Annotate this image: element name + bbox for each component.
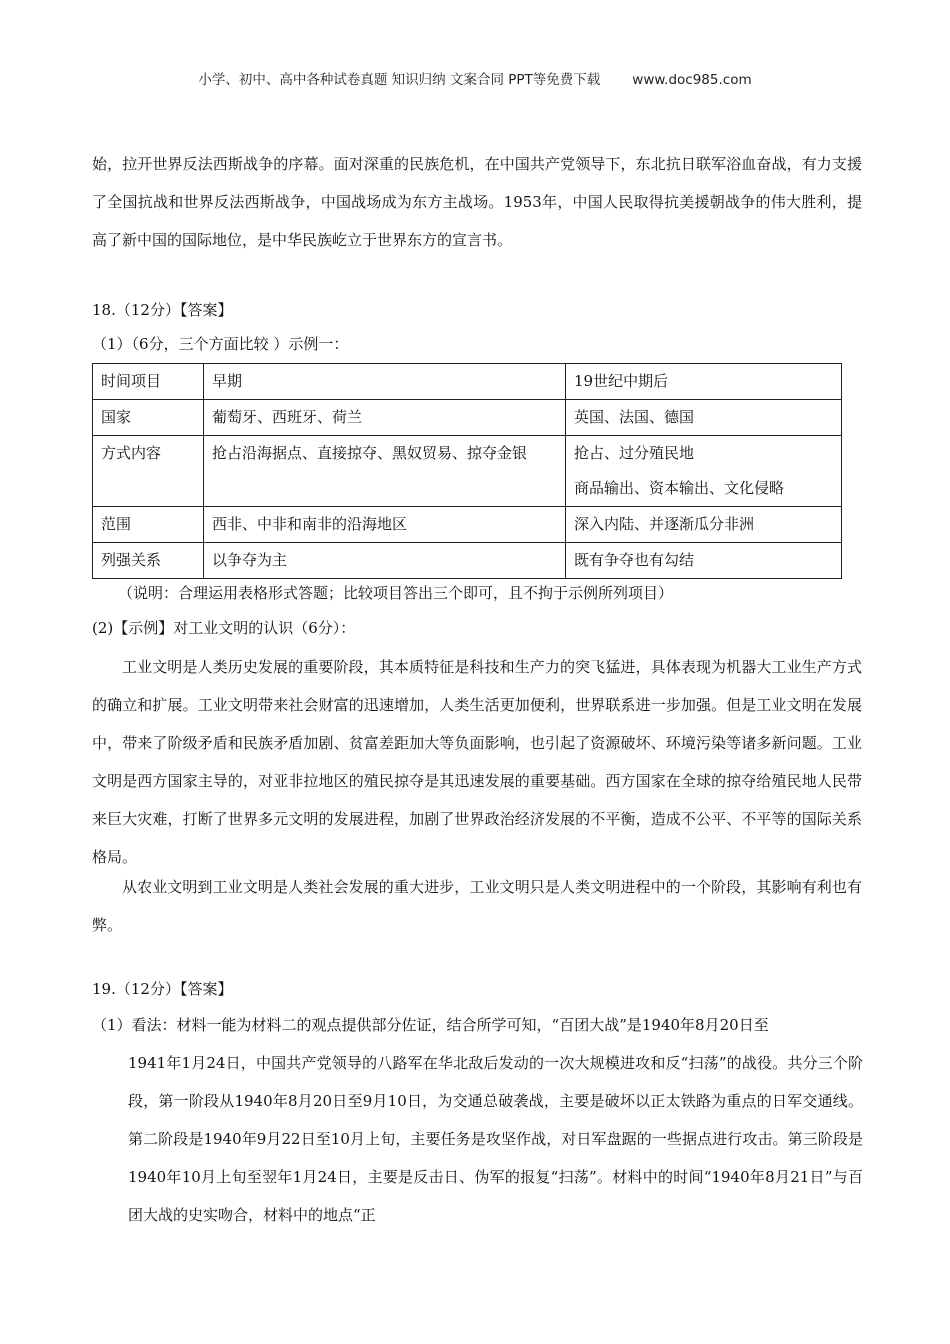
table-cell: 西非、中非和南非的沿海地区 — [204, 507, 566, 543]
table-cell — [566, 436, 842, 507]
table-note: （说明：合理运用表格形式答题；比较项目答出三个即可，且不拘于示例所列项目） — [118, 584, 674, 602]
table-cell: 列强关系 — [93, 543, 204, 579]
table-cell: 以争夺为主 — [204, 543, 566, 579]
q18-part2-label: (2)【示例】对工业文明的认识（6分）： — [92, 619, 356, 637]
q19-part1-body: 1941年1月24日，中国共产党领导的八路军在华北敌后发动的一次大规模进攻和反“扫荡”的战役。共分三个阶段，第一阶段从1940年8月20日至9月10日，为交通总破袭战，主要是破坏以正太铁路为重点的日军交通线。第二阶段是1940年9月22日至10月上旬，主要任务是攻坚作战，对日军盘踞的一些据点进行攻击。第三阶段是1940年10月上旬至翌年1月24日，主要是反击日、伪军的报复“扫荡”。材料中的时间“1940年8月21日”与百团大战的史实吻合，材料中的地点“正 — [128, 1054, 863, 1224]
table-header-row — [93, 364, 842, 400]
table-cell: 深入内陆、并逐渐瓜分非洲 — [566, 507, 842, 543]
industrial-civilization-paragraph: 工业文明是人类历史发展的重要阶段，其本质特征是科技和生产力的突飞猛进，具体表现为机器大工业生产方式的确立和扩展。工业文明带来社会财富的迅速增加，人类生活更加便利，世界联系进一步加强。但是工业文明在发展中，带来了阶级矛盾和民族矛盾加剧、贫富差距加大等负面影响，也引起了资源破坏、环境污染等诸多新问题。工业文明是西方国家主导的，对亚非拉地区的殖民掠夺是其迅速发展的重要基础。西方国家在全球的掠夺给殖民地人民带来巨大灾难，打断了世界多元文明的发展进程，加剧了世界政治经济发展的不平衡，造成不公平、不平等的国际关系格局。 — [92, 658, 862, 866]
q19-part1-lead: （1）看法：材料一能为材料二的观点提供部分佐证，结合所学可知，“百团大战”是1940年8月20日至 — [92, 1016, 769, 1034]
intro-paragraph: 始，拉开世界反法西斯战争的序幕。面对深重的民族危机，在中国共产党领导下，东北抗日联军浴血奋战，有力支援了全国抗战和世界反法西斯战争，中国战场成为东方主战场。1953年，中国人民取得抗美援朝战争的伟大胜利，提高了新中国的国际地位，是中华民族屹立于世界东方的宣言书。 — [92, 155, 862, 249]
table-cell: 既有争夺也有勾结 — [566, 543, 842, 579]
conclusion-paragraph: 从农业文明到工业文明是人类社会发展的重大进步，工业文明只是人类文明进程中的一个阶段，其影响有利也有弊。 — [92, 878, 862, 934]
header-site-link[interactable]: www.doc985.com — [632, 72, 752, 88]
table-row — [93, 543, 842, 579]
table-cell: 国家 — [93, 400, 204, 436]
page-header — [0, 68, 950, 88]
table-row — [93, 436, 842, 507]
q19-title: 19.（12分）【答案】 — [92, 980, 233, 998]
table-cell: 19世纪中期后 — [566, 364, 842, 400]
q18-title: 18.（12分）【答案】 — [92, 301, 233, 319]
comparison-table — [92, 363, 842, 579]
table-cell: 方式内容 — [93, 436, 204, 507]
table-row — [93, 400, 842, 436]
table-cell: 英国、法国、德国 — [566, 400, 842, 436]
table-cell-line: 抢占、过分殖民地 — [574, 444, 695, 462]
table-cell: 葡萄牙、西班牙、荷兰 — [204, 400, 566, 436]
table-cell: 范围 — [93, 507, 204, 543]
table-row — [93, 507, 842, 543]
table-cell: 抢占沿海据点、直接掠夺、黑奴贸易、掠夺金银 — [204, 436, 566, 507]
header-text: 小学、初中、高中各种试卷真题 知识归纳 文案合同 PPT等免费下载 — [198, 72, 601, 88]
q18-part1-label: （1）（6分，三个方面比较 ）示例一： — [92, 335, 349, 353]
table-cell: 时间项目 — [93, 364, 204, 400]
table-cell-line: 商品输出、资本输出、文化侵略 — [574, 479, 785, 497]
table-cell: 早期 — [204, 364, 566, 400]
